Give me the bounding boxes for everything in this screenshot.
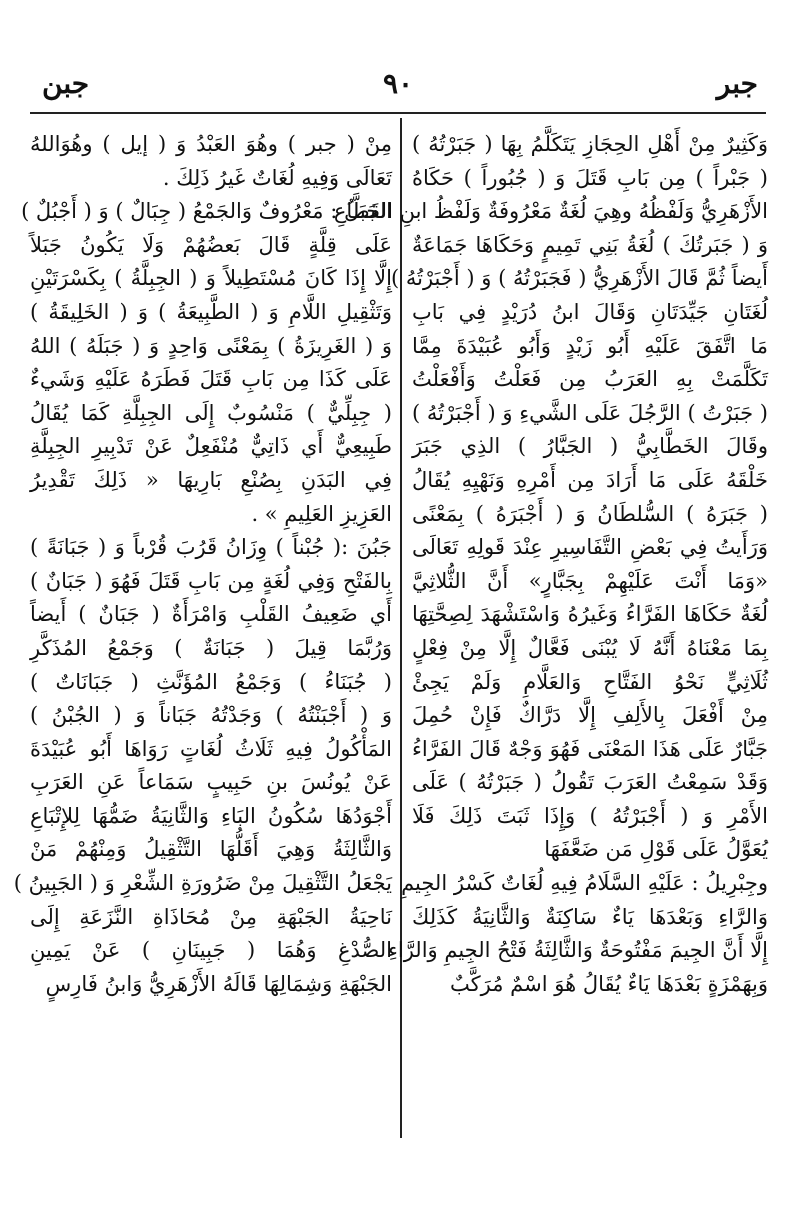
text-line: وَ ( أَجْبَنْتُهُ ) وَجَدْتُهُ جَبَاناً وَ ( الجُبْنُ ) xyxy=(30,703,392,728)
text-line: مَا اتَّفَقَ عَلَيْهِ أَبُو زَيْدٍ وَأَبُو عُبَيْدَةَ مِمَّا xyxy=(412,333,768,358)
text-line: طَبِيعِيٌّ أَي ذَاتِيٌّ مُنْفَعِلٌ عَنْ تَدْبِيرِ الجِبِلَّةِ xyxy=(30,434,392,459)
text-line: الأَمْرِ وَ ( أَجْبَرْتُهُ ) وَإِذَا ثَبَتَ ذَلِكَ فَلَا xyxy=(412,803,768,828)
text-line: الجَبَلُ : مَعْرُوفٌ وَالجَمْعُ ( جِبَالٌ ) وَ ( أَجْبُلٌ ) xyxy=(21,199,392,224)
text-line: خَلْقَهُ عَلَى مَا أَرَادَ مِن أَمْرِهِ وَنَهْيِهِ يُقَالُ xyxy=(412,467,768,492)
text-line: يَجْعَلُ التَّثْقِيلَ مِنْ ضَرُورَةِ الشِّعْرِ وَ ( الجَبِينُ ) xyxy=(13,871,392,896)
header-left-keyword: جبن xyxy=(42,67,90,100)
text-line: وَتَثْقِيلِ اللَّامِ وَ ( الطَّبِيعَةُ ) وَ ( الخَلِيقَةُ ) xyxy=(30,299,392,324)
text-line: مِنْ أَفْعَلَ بِالأَلِفِ إِلَّا دَرَّاكٌ فَإِنْ حُمِلَ xyxy=(412,703,768,728)
text-line: عَنْ يُونُسَ بنِ حَبِيبٍ سَمَاعاً عَنِ العَرَبِ xyxy=(30,770,392,795)
text-line: وَرُبَّمَا قِيلَ ( جَبَانَةٌ ) وَجَمْعُ المُذَكَّرِ xyxy=(30,635,392,660)
text-line: وجِبْرِيلُ : عَلَيْهِ السَّلَامُ فِيهِ لُغَاتٌ كَسْرُ الجِيمِ xyxy=(401,871,768,896)
text-line: لُغَةٌ حَكَاهَا الفَرَّاءُ وَغَيرُهُ وَاسْتَشْهَدَ لِصِحَّتِهَا xyxy=(412,602,768,627)
text-line: نَاحِيَةُ الجَبْهَةِ مِنْ مُحَاذَاةِ النَّزَعَةِ إِلَى xyxy=(30,904,392,929)
text-line: إِلَّا إِذَا كَانَ مُسْتَطِيلاً وَ ( الجِبِلَّةُ ) بِكَسْرَتَيْنِ xyxy=(30,266,392,291)
text-line: الصُّدْغِ وَهُمَا ( جَبِينَانِ ) عَنْ يَمِينِ xyxy=(30,938,392,963)
text-line: أَجْوَدُهَا سُكُونُ البَاءِ وَالثَّانِيَةُ ضَمُّهَا لِلإِتْبَاعِ xyxy=(30,803,392,828)
text-line: وَبِهَمْزَةٍ بَعْدَهَا يَاءٌ يُقَالُ هُوَ اسْمٌ مُرَكَّبٌ xyxy=(450,971,768,996)
text-line: بِمَا مَعْنَاهُ أَنَّهُ لَا يُبْنَى فَعَّالٌ إِلَّا مِنْ فِعْلٍ xyxy=(412,635,768,660)
text-line: ( جِبِلِّيٌّ ) مَنْسُوبٌ إِلَى الجِبِلَّةِ كَمَا يُقَالُ xyxy=(30,400,392,425)
text-line: ثُلَاثِيٍّ نَحْوُ الفَتَّاحِ وَالعَلَّامِ وَلَمْ يَجِئْ xyxy=(412,669,768,694)
text-line: جَبُنَ :( جُبْناً ) وِزَانُ قَرُبَ قُرْباً وَ ( جَبَانَةً ) xyxy=(30,535,392,560)
text-line: بِالفَتْحِ وَفِي لُغَةٍ مِن بَابِ قَتَلَ فَهُوَ ( جَبَانٌ ) xyxy=(30,568,392,593)
text-line: مِنْ ( جبر ) وهُوَ العَبْدُ وَ ( إيل ) وهُوَاللهُ xyxy=(30,132,392,156)
text-line: وَ ( الغَرِيزَةُ ) بِمَعْنًى وَاحِدٍ وَ ( جَبَلَهُ ) اللهُ xyxy=(30,333,392,358)
text-line: يُعَوَّلُ عَلَى قَوْلِ مَن ضَعَّفَهَا xyxy=(544,837,768,862)
text-line: وَالرَّاءِ وَبَعْدَهَا يَاءٌ سَاكِنَةٌ وَالثَّانِيَةُ كَذَلِكَ xyxy=(412,904,768,929)
page-header xyxy=(30,64,766,108)
text-line: المَأْكُولُ فِيهِ ثَلَاثُ لُغَاتٍ رَوَاهَا أَبُو عُبَيْدَةَ xyxy=(30,736,392,761)
header-rule xyxy=(30,112,766,114)
text-line: العَزِيزِ العَلِيمِ » . xyxy=(251,501,392,526)
text-line: تَكَلَّمَتْ بِهِ العَرَبُ مِن فَعَلْتُ وَأَفْعَلْتُ xyxy=(412,367,768,392)
text-line: «وَمَا أَنْتَ عَلَيْهِمْ بِجَبَّارٍ» أَنَّ الثُّلاثِيَّ xyxy=(412,568,768,593)
text-line: ( جَبَرَهُ ) السُّلطَانُ وَ ( أَجْبَرَهُ ) بِمَعْنًى xyxy=(412,501,768,526)
text-line: وَالثَّالِثَةُ وَهِيَ أَقَلُّهَا التَّثْقِيلُ وَمِنْهُمْ مَنْ xyxy=(30,837,392,862)
text-line: الجَبْهَةِ وَشِمَالِهَا قَالَهُ الأَزْهَرِيُّ وَابنُ فَارِسٍ xyxy=(45,971,392,996)
page-number: ٩٠ xyxy=(382,67,414,100)
header-right-keyword: جبر xyxy=(716,67,758,100)
text-line: ( جَبْراً ) مِن بَابِ قَتَلَ وَ ( جُبُوراً ) حَكَاهُ xyxy=(412,165,768,190)
text-line: إِلَّا أَنَّ الجِيمَ مَفْتُوحَةٌ وَالثَّالِثَةُ فَتْحُ الجِيمِ وَالرَّاءِ xyxy=(388,938,768,963)
text-line: لُغَتَانِ جَيِّدَتَانِ وَقَالَ ابنُ دُرَيْدٍ فِي بَابِ xyxy=(412,299,768,324)
text-line: فِي البَدَنِ بِصُنْعِ بَارِيهَا « ذَلِكَ تَقْدِيرُ xyxy=(30,467,392,492)
text-line: الأَزْهَرِيُّ وَلَفْظُهُ وهِيَ لُغَةٌ مَعْرُوفَةٌ وَلَفْظُ ابنِ القَطَّاعِ xyxy=(333,199,768,224)
text-line: ( جَبَرْتُ ) الرَّجُلَ عَلَى الشَّيءِ وَ ( أَجْبَرْتُهُ ) xyxy=(412,400,768,425)
right-column xyxy=(333,128,768,1158)
text-line: وقَالَ الخَطَّابِيُّ ( الجَبَّارُ ) الذِي جَبَرَ xyxy=(412,434,768,459)
text-line: وَ ( جَبَرتُكَ ) لُغَةُ بَنِي تَمِيمٍ وَحَكَاهَا جَمَاعَةٌ xyxy=(412,232,768,257)
text-line: عَلَى قِلَّةٍ قَالَ بَعضُهُمْ وَلَا يَكُونُ جَبَلاً xyxy=(30,232,392,257)
text-line: وَرَأَيتُ فِي بَعْضِ التَّفَاسِيرِ عِنْدَ قَولِهِ تَعَالَى xyxy=(412,535,768,560)
text-line: عَلَى كَذَا مِن بَابِ قَتَلَ فَطَرَهُ عَلَيْهِ وَشَيءٌ xyxy=(30,367,392,392)
text-line: تَعَالَى وَفِيهِ لُغَاتٌ غَيرُ ذَلِكَ . xyxy=(162,165,392,190)
text-line: ( جُبَنَاءُ ) وَجَمْعُ المُؤَنَّثِ ( جَبَانَاتٌ ) xyxy=(30,669,392,694)
text-line: وَقَدْ سَمِعْتُ العَرَبَ تَقُولُ ( جَبَرْتُهُ ) عَلَى xyxy=(412,770,768,795)
text-line: وَكَثِيرٌ مِنْ أَهْلِ الحِجَازِ يَتَكَلَّمُ بِهَا ( جَبَرْتُهُ ) xyxy=(412,132,768,156)
text-line: جَبَّارٌ عَلَى هَذَا المَعْنَى فَهُوَ وَجْهٌ قَالَ الفَرَّاءُ xyxy=(412,736,768,761)
text-line: أَي ضَعِيفُ القَلْبِ وَامْرَأَةٌ ( جَبَانٌ ) أَيضاً xyxy=(30,602,392,627)
text-line: أَيضاً ثُمَّ قَالَ الأَزْهَرِيُّ ( فَجَبَرْتُهُ ) وَ ( أَجْبَرْتُهُ ) xyxy=(391,266,768,291)
left-column xyxy=(13,128,392,1158)
